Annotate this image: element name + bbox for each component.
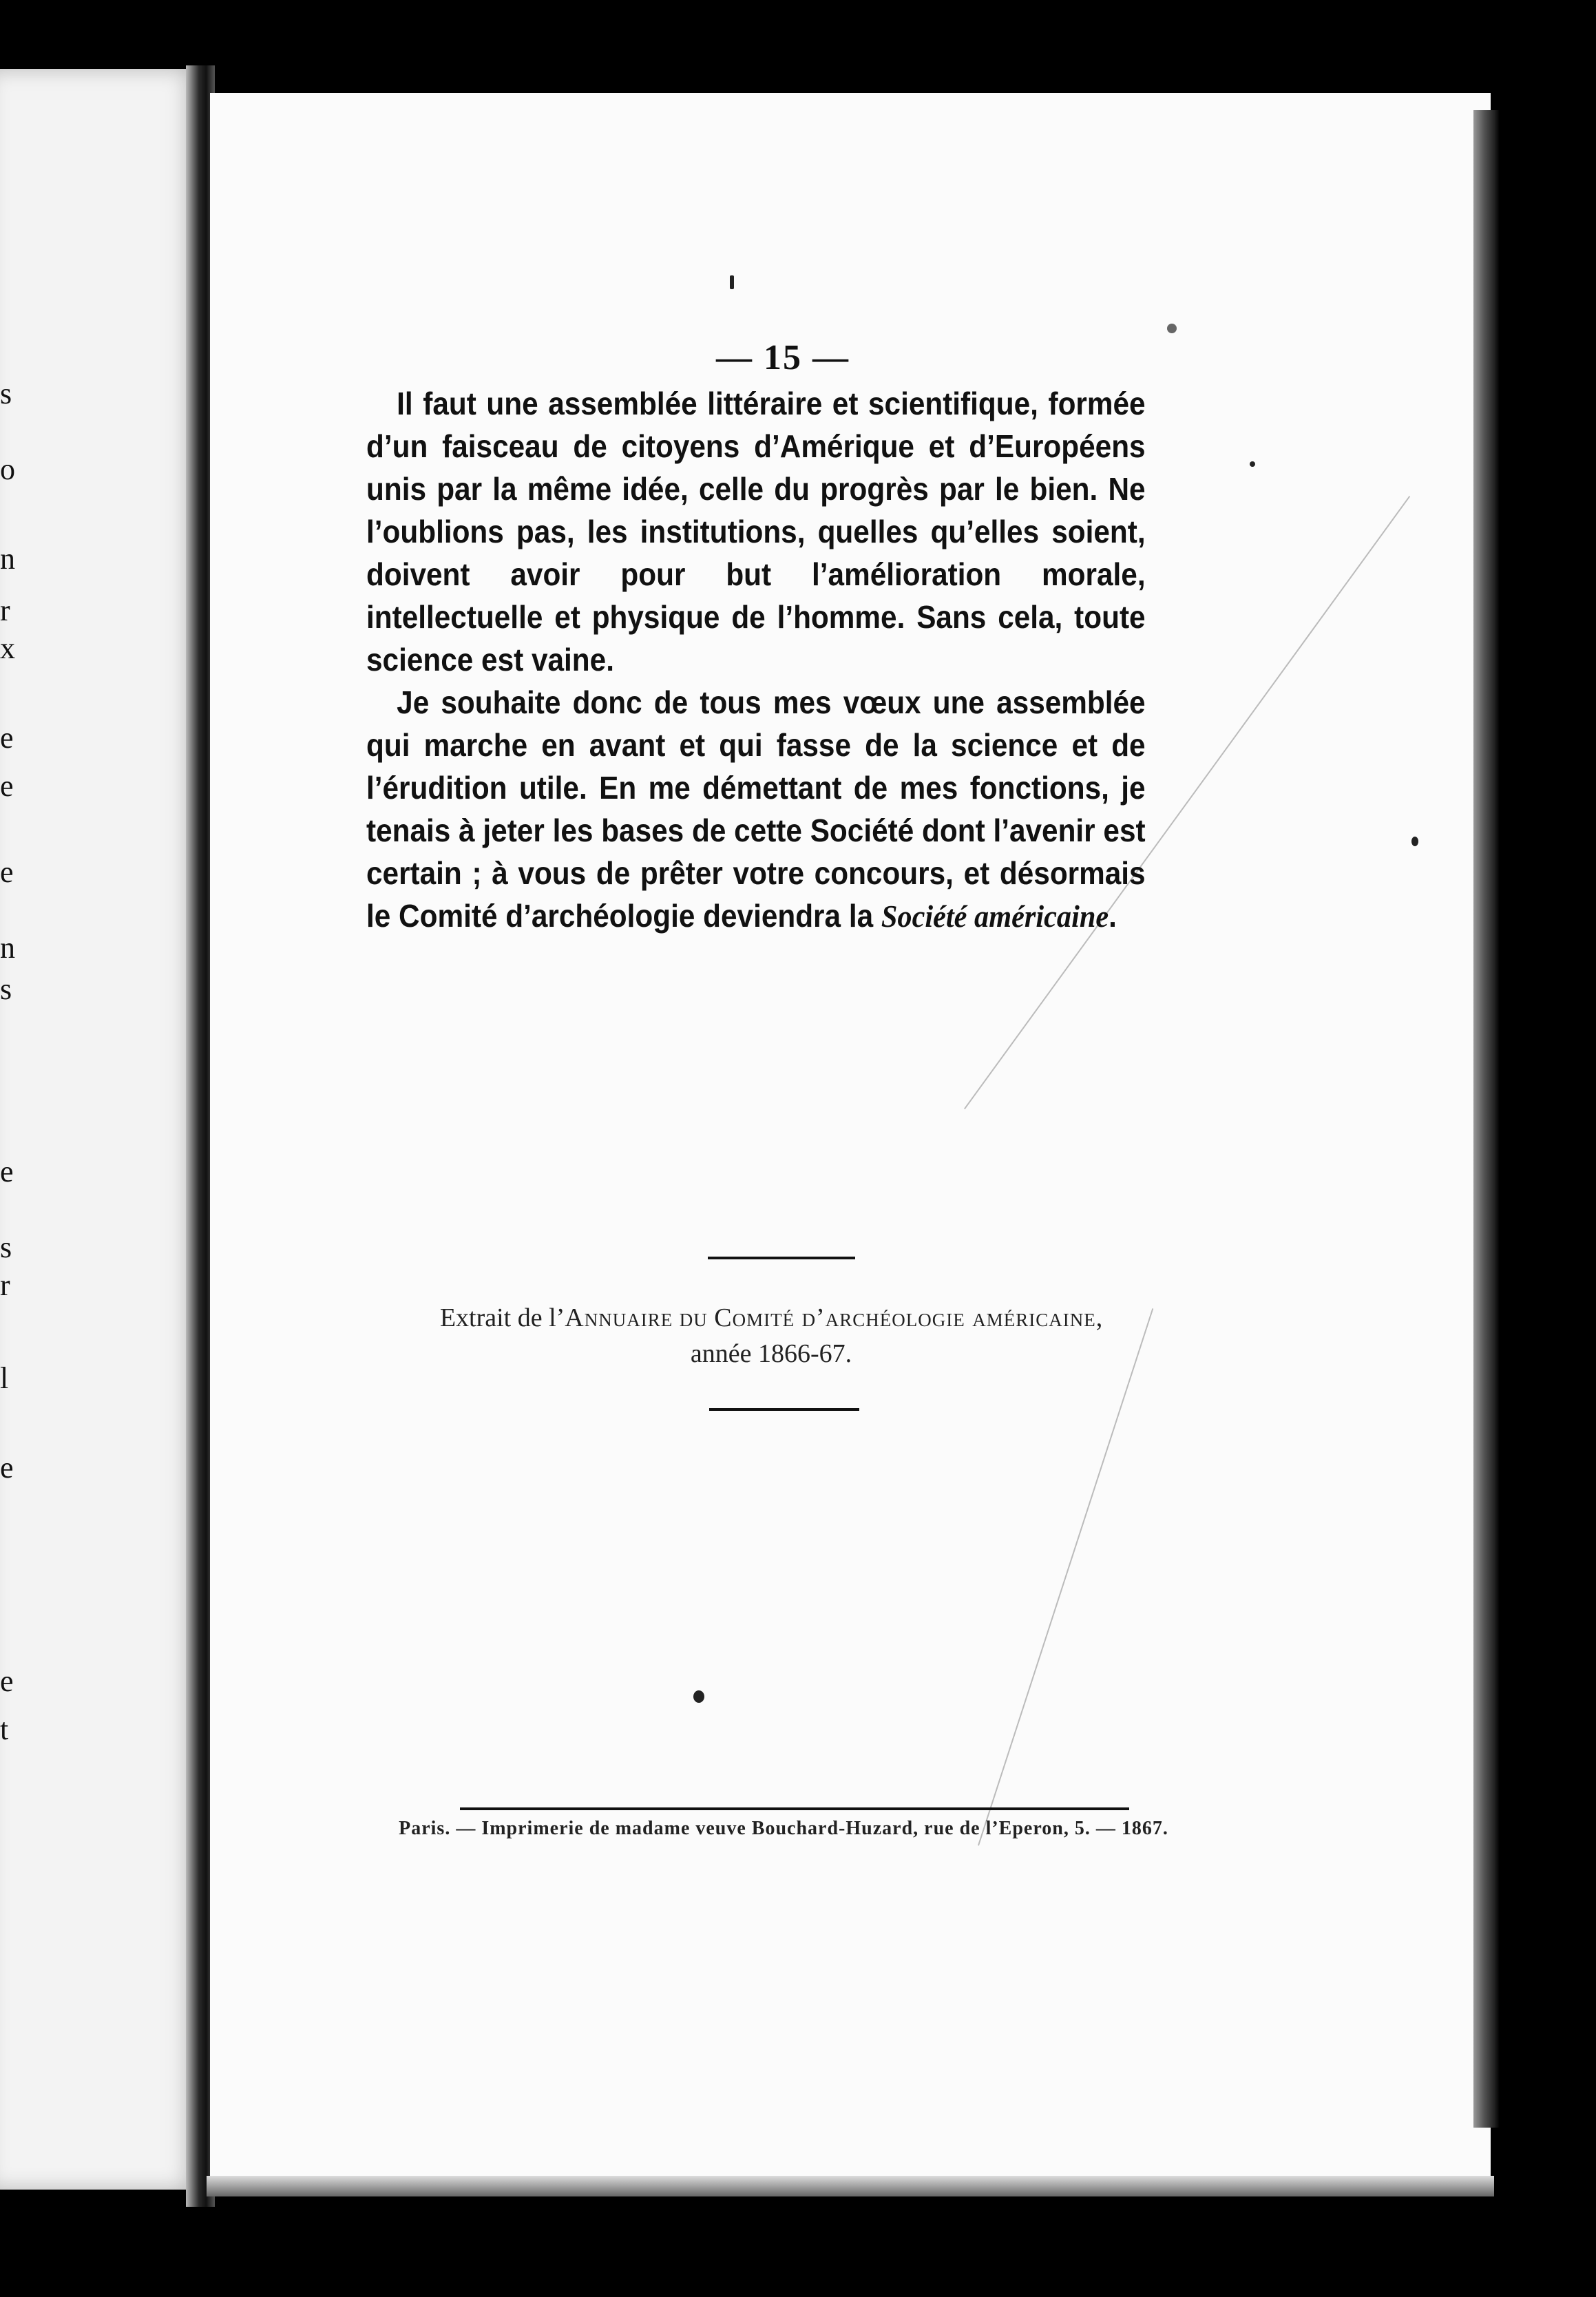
left-page-fragment: t	[0, 1712, 9, 1746]
extract-year-line: année 1866-67.	[690, 1339, 852, 1368]
left-page-fragment: e	[0, 1155, 14, 1188]
left-page-fragment: e	[0, 721, 14, 755]
left-page-fragment: r	[0, 594, 10, 627]
imprint-line: Paris. — Imprimerie de madame veuve Bouchard-Huzard, rue de l’Eperon, 5. — 1867.	[399, 1818, 1168, 1839]
extract-suffix: ,	[1095, 1303, 1103, 1332]
body-text	[366, 382, 1146, 938]
page-bottom-edge	[207, 2176, 1494, 2196]
left-page-fragment: s	[0, 1230, 12, 1264]
extract-comite: Comité d’archéologie américaine	[714, 1303, 1096, 1332]
left-page-fragment: e	[0, 1664, 14, 1698]
page-number: — 15 —	[716, 338, 850, 377]
extract-prefix: Extrait de l’	[439, 1303, 565, 1332]
left-page-fragment: e	[0, 1451, 14, 1485]
ink-speck	[693, 1690, 704, 1703]
page-right-edge	[1473, 110, 1500, 2128]
paragraph-text: Je souhaite donc de tous mes vœux une assemblée qui marche en avant et qui fasse de la science et de l’érudition utile. En me démettant de mes fonctions, je tenais à jeter les bases de cette Société dont l’avenir est certain ; à vous de prêter votre concours, et désormais le Comité d’archéologie deviendra la	[366, 684, 1146, 934]
ink-speck	[1167, 324, 1177, 333]
left-adjacent-page	[0, 69, 200, 2190]
separator-rule-bottom	[709, 1408, 859, 1411]
left-page-fragment: x	[0, 631, 15, 665]
left-page-fragment: l	[0, 1361, 9, 1395]
left-page-fragment: n	[0, 542, 15, 576]
ink-speck	[1411, 837, 1418, 846]
imprint-rule	[460, 1807, 1129, 1810]
left-page-fragment: s	[0, 972, 12, 1006]
extract-notice	[386, 1300, 1157, 1372]
left-page-fragment: e	[0, 769, 14, 803]
left-page-fragment: n	[0, 931, 15, 965]
italic-society-name: Société américaine	[881, 899, 1109, 934]
extract-line-1	[386, 1300, 1157, 1336]
left-page-fragment: e	[0, 855, 14, 889]
left-page-fragment: o	[0, 452, 15, 486]
ink-speck	[1250, 461, 1255, 467]
extract-annuaire: Annuaire	[565, 1303, 673, 1332]
extract-du: du	[679, 1303, 708, 1332]
closing-period: .	[1109, 898, 1117, 934]
separator-rule-top	[708, 1257, 855, 1259]
paragraph	[366, 681, 1146, 938]
paragraph: Il faut une assemblée littéraire et scientifique, formée d’un faisceau de citoyens d’Amérique et d’Européens unis par la même idée, celle du progrès par le bien. Ne l’oublions pas, les institutions, quelles qu’elles soient, doivent avoir pour but l’amélioration morale, intellectuelle et physique de l’homme. Sans cela, toute science est vaine.	[366, 386, 1146, 678]
ink-speck	[730, 275, 734, 289]
left-page-fragment: r	[0, 1268, 10, 1302]
left-page-fragment: s	[0, 377, 12, 410]
